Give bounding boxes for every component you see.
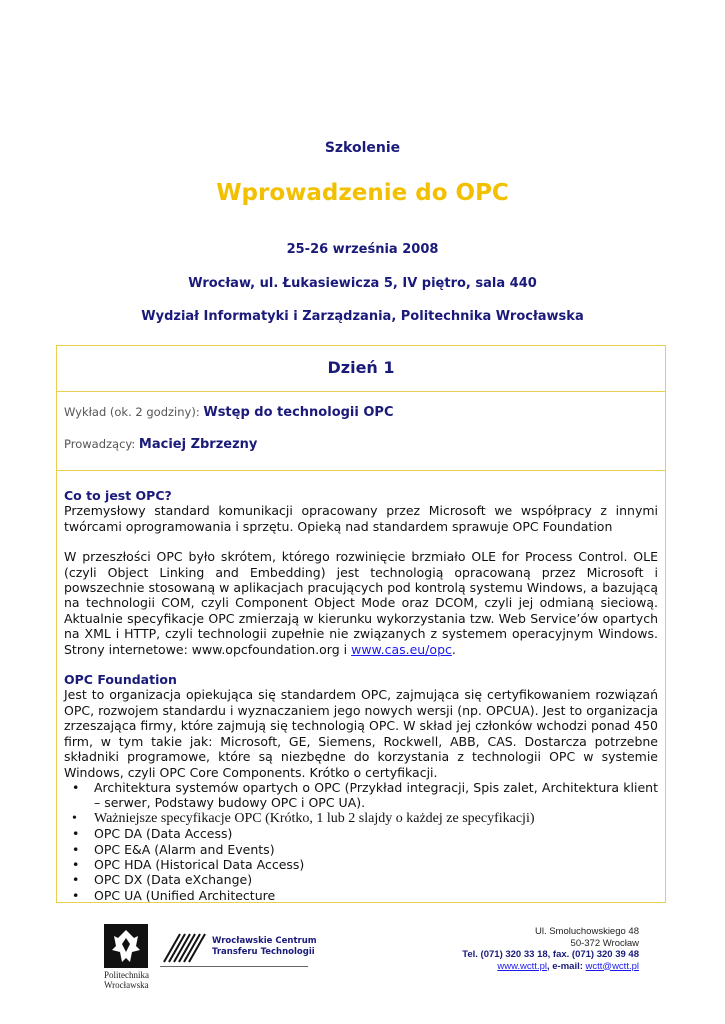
cas-link[interactable]: www.cas.eu/opc bbox=[351, 641, 452, 657]
list-item: • OPC DX (Data eXchange) bbox=[94, 872, 658, 887]
address-city: 50-372 Wrocław bbox=[570, 937, 639, 949]
list-item: • OPC DA (Data Access) bbox=[94, 826, 658, 841]
event-date: 25-26 września 2008 bbox=[286, 242, 439, 257]
topic-list bbox=[64, 780, 658, 903]
content bbox=[64, 488, 658, 903]
paragraph: Jest to organizacja opiekująca się standardem OPC, zajmująca się certyfikowaniem rozwiązań OPC, rozwojem standardu i wyznaczaniem jego nowych wersji (np. OPCUA). Jest to organizacja zrzeszająca firmy, które zajmują się technologią OPC. W skład jej członków wchodzi ponad 450 firm, w tym takie jak: Microsoft, GE, Siemens, Rockwell, ABB, CAS. Dostarcza potrzebne składniki programowe, które są niezbędne do korzystania z technologii OPC w systemie Windows, czyli OPC Core Components. Krótko o certyfikacji. bbox=[64, 687, 658, 780]
agenda-box bbox=[56, 345, 666, 903]
list-item: • OPC UA (Unified Architecture bbox=[94, 888, 658, 903]
website-link[interactable]: www.wctt.pl bbox=[497, 960, 547, 972]
day-row bbox=[57, 346, 665, 392]
event-location: Wrocław, ul. Łukasiewicza 5, IV piętro, sala 440 bbox=[188, 276, 537, 291]
event-department: Wydział Informatyki i Zarządzania, Politechnika Wrocławska bbox=[141, 309, 584, 324]
section-heading-what: Co to jest OPC? bbox=[64, 488, 172, 503]
page-title: Wprowadzenie do OPC bbox=[216, 180, 509, 206]
contact-address: Ul. Smoluchowskiego 48 50-372 Wrocław Tel. (071) 320 33 18, fax. (071) 320 39 48 www.wctt.pl, e-mail: wctt@wctt.pl bbox=[462, 926, 639, 972]
day-title: Dzień 1 bbox=[327, 358, 395, 377]
lecture-info bbox=[57, 391, 665, 471]
university-name: Politechnika Wrocławska bbox=[104, 970, 149, 990]
list-item: • Ważniejsze specyfikacje OPC (Krótko, 1 lub 2 slajdy o każdej ze specyfikacji) bbox=[94, 811, 658, 826]
list-item: • OPC HDA (Historical Data Access) bbox=[94, 857, 658, 872]
section-heading-foundation: OPC Foundation bbox=[64, 672, 177, 688]
lecture-topic: Wstęp do technologii OPC bbox=[203, 405, 394, 420]
presenter-line bbox=[64, 437, 257, 452]
presenter-label: Prowadzący: bbox=[64, 437, 136, 451]
event-type: Szkolenie bbox=[324, 140, 401, 156]
lecture-line bbox=[64, 405, 394, 420]
phone-fax: Tel. (071) 320 33 18, fax. (071) 320 39 48 bbox=[462, 949, 639, 960]
list-item: • Architektura systemów opartych o OPC (Przykład integracji, Spis zalet, Architektura klient – serwer, Podstawy budowy OPC i OPC UA). bbox=[94, 780, 658, 811]
email-link[interactable]: wctt@wctt.pl bbox=[585, 960, 639, 972]
wctt-name: Wrocławskie Centrum Transferu Technologii bbox=[212, 936, 317, 957]
list-item: • OPC E&A (Alarm and Events) bbox=[94, 842, 658, 857]
paragraph: Przemysłowy standard komunikacji opracowany przez Microsoft we współpracy z innymi twórcami oprogramowania i sprzętu. Opieką nad standardem sprawuje OPC Foundation bbox=[64, 503, 658, 534]
university-logo-icon bbox=[104, 924, 148, 968]
address-street: Ul. Smoluchowskiego 48 bbox=[534, 926, 639, 937]
presenter-name: Maciej Zbrzezny bbox=[138, 437, 258, 452]
paragraph: W przeszłości OPC było skrótem, którego rozwinięcie brzmiało OLE for Process Control. OLE (czyli Object Linking and Embedding) jest technologią opracowaną przez Microsoft i powszechnie stosowaną w aplikacjach pracujących pod kontrolą systemu Windows, a bazującą na technologii COM, czyli Component Object Mode oraz DCOM, czyli jej odmianą sieciową. Aktualnie specyfikacje OPC zmierzają w kierunku wykorzystania tzw. Web Service’ów opartych na XML i HTTP, czyli technologii zupełnie nie związanych z systemem operacyjnym Windows. Strony internetowe: www.opcfoundation.org i www.cas.eu/opc. bbox=[64, 549, 658, 657]
wctt-logo-icon bbox=[160, 930, 208, 964]
footer-divider bbox=[160, 966, 308, 967]
lecture-label: Wykład (ok. 2 godziny): bbox=[64, 405, 200, 419]
